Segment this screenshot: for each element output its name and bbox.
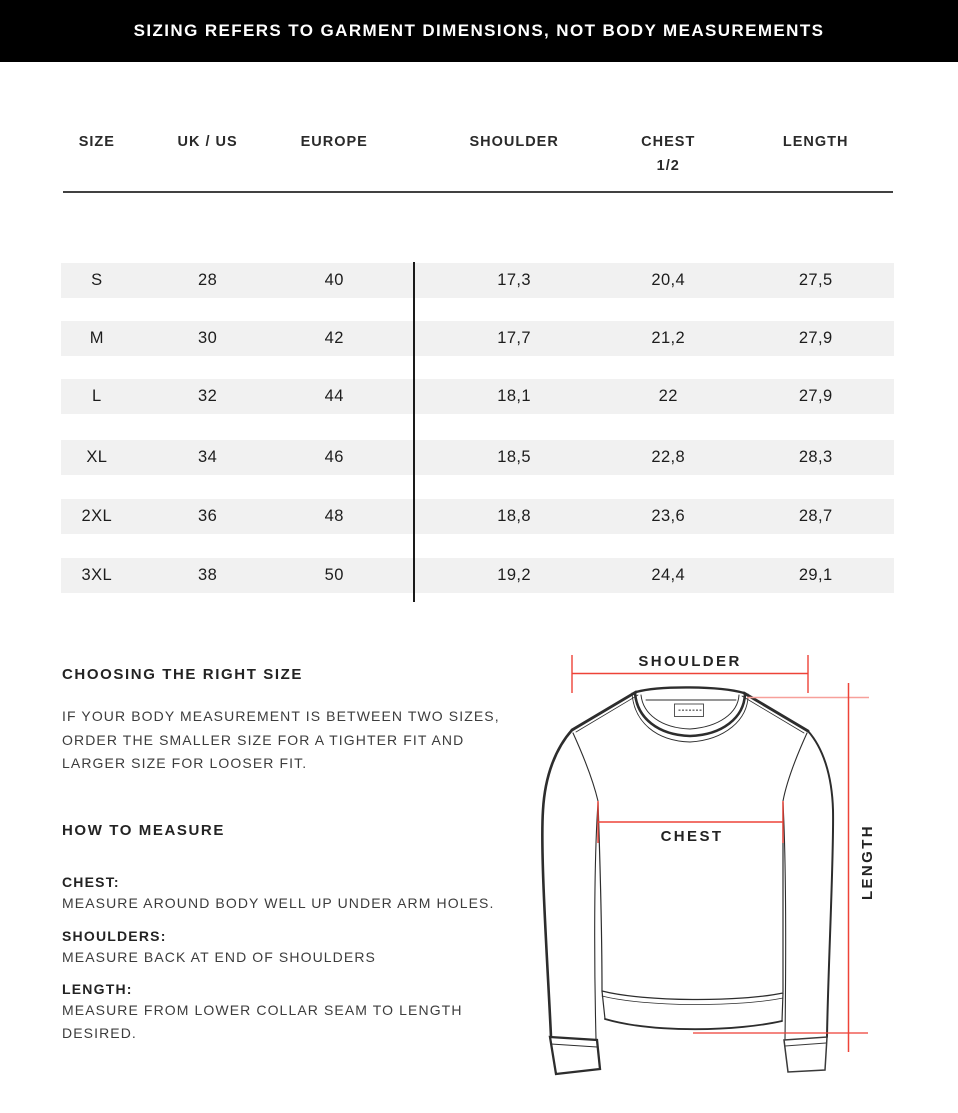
- cell-2xl-chest_half: 23,6: [651, 507, 686, 525]
- cell-xl-uk_us: 34: [198, 448, 218, 466]
- cell-xl-europe: 46: [324, 448, 344, 466]
- how-to-measure-title: HOW TO MEASURE: [62, 822, 225, 839]
- cell-2xl-europe: 48: [324, 507, 344, 525]
- collar-brand-label: [675, 704, 704, 717]
- column-header-europe: EUROPE: [300, 134, 368, 150]
- cell-3xl-shoulder: 19,2: [497, 566, 531, 584]
- cell-l-shoulder: 18,1: [497, 387, 531, 405]
- table-row-3xl: [61, 558, 894, 593]
- column-header-sub: 1/2: [656, 158, 680, 174]
- banner-text: SIZING REFERS TO GARMENT DIMENSIONS, NOT BODY MEASUREMENTS: [133, 21, 825, 40]
- sweatshirt-diagram: [520, 640, 958, 1113]
- cell-3xl-size: 3XL: [81, 566, 113, 584]
- cell-s-uk_us: 28: [198, 271, 218, 289]
- cell-l-europe: 44: [324, 387, 344, 405]
- measurement-lines: [572, 655, 869, 1052]
- chest-diagram-label: CHEST: [660, 828, 724, 845]
- header-rule: [63, 191, 893, 193]
- cell-m-europe: 42: [324, 329, 344, 347]
- banner: [0, 0, 958, 62]
- table-row-xl: [61, 440, 894, 475]
- column-header-chest: CHEST 1/2: [641, 130, 695, 178]
- cell-m-uk_us: 30: [198, 329, 218, 347]
- measure-item-shoulders: [62, 926, 510, 969]
- cell-l-length: 27,9: [798, 387, 833, 405]
- cell-m-chest_half: 21,2: [651, 329, 686, 347]
- cell-s-shoulder: 17,3: [497, 271, 531, 289]
- cell-3xl-europe: 50: [324, 566, 344, 584]
- cell-3xl-chest_half: 24,4: [651, 566, 686, 584]
- measure-item-text: MEASURE BACK AT END OF SHOULDERS: [62, 948, 376, 965]
- cell-s-length: 27,5: [798, 271, 833, 289]
- measure-item-label: SHOULDERS:: [62, 927, 167, 944]
- cell-s-size: S: [91, 271, 103, 289]
- cell-xl-chest_half: 22,8: [651, 448, 686, 466]
- table-row-s: [61, 263, 894, 298]
- cell-3xl-length: 29,1: [798, 566, 833, 584]
- choosing-body: IF YOUR BODY MEASUREMENT IS BETWEEN TWO SIZES, ORDER THE SMALLER SIZE FOR A TIGHTER FIT AND LARGER SIZE FOR LOOSER FIT.: [62, 708, 500, 771]
- measure-item-chest: [62, 872, 510, 915]
- column-header-shoulder: SHOULDER: [469, 134, 559, 150]
- table-column-divider: [413, 262, 415, 602]
- cell-2xl-uk_us: 36: [198, 507, 218, 525]
- measure-item-label: LENGTH:: [62, 981, 133, 997]
- cell-s-chest_half: 20,4: [651, 271, 686, 289]
- cell-2xl-shoulder: 18,8: [497, 507, 531, 525]
- table-row-m: [61, 321, 894, 356]
- measure-item-label: CHEST:: [62, 874, 120, 890]
- cell-m-shoulder: 17,7: [497, 329, 531, 347]
- measure-item-length: [62, 979, 510, 1044]
- column-header-uk-us: UK / US: [177, 134, 238, 150]
- measure-item-text: MEASURE FROM LOWER COLLAR SEAM TO LENGTH DESIRED.: [62, 1002, 463, 1041]
- shoulder-diagram-label: SHOULDER: [638, 653, 742, 670]
- cell-3xl-uk_us: 38: [198, 566, 218, 584]
- cell-s-europe: 40: [324, 271, 344, 289]
- measure-instructions: [62, 872, 510, 1055]
- size-table-header: [61, 130, 894, 190]
- sweatshirt-outline: [542, 687, 833, 1074]
- cell-m-size: M: [89, 329, 104, 347]
- cell-2xl-size: 2XL: [81, 507, 113, 525]
- cell-l-size: L: [92, 387, 102, 405]
- column-header-length: LENGTH: [782, 134, 849, 150]
- cell-xl-length: 28,3: [798, 448, 833, 466]
- length-diagram-label: LENGTH: [859, 823, 876, 901]
- cell-l-uk_us: 32: [198, 387, 218, 405]
- table-row-l: [61, 379, 894, 414]
- cell-m-length: 27,9: [798, 329, 833, 347]
- cell-xl-size: XL: [86, 448, 108, 466]
- cell-2xl-length: 28,7: [798, 507, 833, 525]
- choosing-title: CHOOSING THE RIGHT SIZE: [62, 666, 303, 683]
- column-header-size: SIZE: [78, 134, 115, 150]
- cell-l-chest_half: 22: [658, 387, 678, 405]
- measure-item-text: MEASURE AROUND BODY WELL UP UNDER ARM HOLES.: [62, 895, 495, 911]
- cell-xl-shoulder: 18,5: [497, 448, 531, 466]
- table-row-2xl: [61, 499, 894, 534]
